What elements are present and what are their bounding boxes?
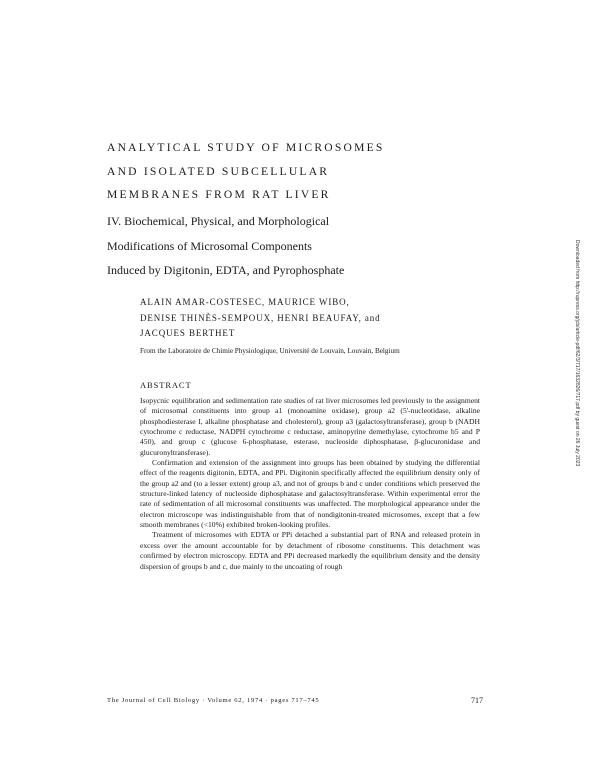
author-list	[140, 295, 470, 342]
title-line: AND ISOLATED SUBCELLULAR	[107, 164, 330, 178]
download-watermark	[576, 240, 590, 530]
author-line: JACQUES BERTHET	[140, 328, 236, 338]
subtitle-line: Induced by Digitonin, EDTA, and Pyrophosphate	[107, 263, 345, 277]
subtitle-line: Modifications of Microsomal Components	[107, 238, 312, 253]
abstract-paragraph: Isopycnic equilibration and sedimentation rate studies of rat liver microsomes led previously to the assignment of microsomal constituents into group a1 (monoamine oxidase), group a2 (5'-nucleotidase, alkaline phosphodiesterase I, alkaline phosphatase and cholesterol), group a3 (galactosyltransferase), group b (NADH cytochrome c reductase, NADPH cytochrome c reductase, aminopyrine demethylase, cytochrome b5 and P 450), and group c (glucose 6-phosphatase, esterase, nucleoside diphosphatase, β-glucuronidase and glucuronyltransferase).	[140, 396, 480, 457]
abstract-body	[140, 396, 480, 572]
abstract-paragraph: Treatment of microsomes with EDTA or PPi detached a substantial part of RNA and released protein in excess over the amount accountable for by detachment of ribosome constituents. This detachment was confirmed by electron microscopy. EDTA and PPi decreased markedly the equilibrium density and the density dispersion of groups b and c, due mainly to the uncoating of rough	[140, 530, 480, 571]
author-line: DENISE THINÈS-SEMPOUX, HENRI BEAUFAY, and	[140, 312, 381, 323]
affiliation: From the Laboratoire de Chimie Physiologique, Université de Louvain, Louvain, Belgium	[140, 347, 400, 355]
article-subtitle	[107, 209, 467, 283]
subtitle-line: IV. Biochemical, Physical, and Morphological	[107, 214, 330, 228]
page-number: 717	[471, 696, 483, 705]
title-line: ANALYTICAL STUDY OF MICROSOMES	[107, 141, 385, 154]
article-title	[107, 136, 467, 207]
journal-footer: The Journal of Cell Biology · Volume 62, 1974 · pages 717–745	[107, 697, 320, 704]
abstract-paragraph: Confirmation and extension of the assignment into groups has been obtained by studying the differential effect of the reagents digitonin, EDTA, and PPi. Digitonin specifically affected the equilibrium density only of the group a2 and (to a lesser extent) group a3, and not of groups b and c under conditions which preserved the structure-linked latency of nucleoside diphosphatase and galactosyltransferase. Within experimental error the rate of sedimentation of all microsomal constituents was unaffected. The morphological appearance under the electron microscope was indistinguishable from that of nondigitonin-treated microsomes, except that a few smooth membranes (<10%) exhibited broken-looking profiles.	[140, 458, 480, 530]
abstract-heading: ABSTRACT	[140, 380, 192, 390]
title-line: MEMBRANES FROM RAT LIVER	[107, 188, 331, 201]
download-watermark-text: Downloaded from http://rupress.org/jcb/article-pdf/62/3/717/1632826/717.pdf by guest on 26 July 2023	[574, 240, 580, 467]
author-line: ALAIN AMAR-COSTESEC, MAURICE WIBO,	[140, 297, 350, 307]
